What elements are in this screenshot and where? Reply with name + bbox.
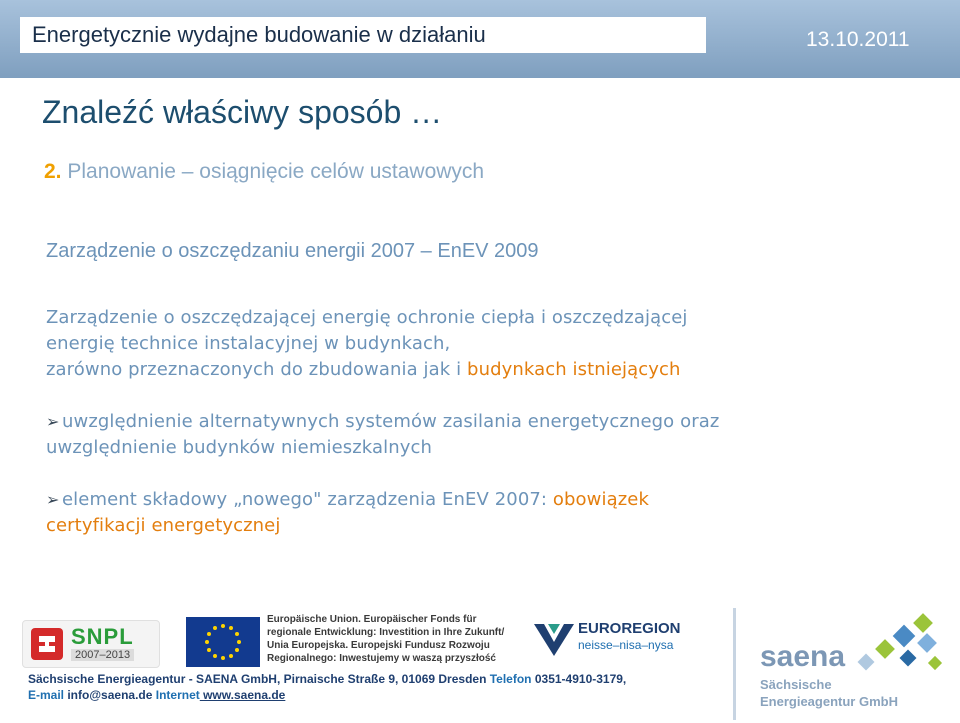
subheading-number: 2. [44, 160, 62, 183]
snpl-name: SNPL [71, 624, 134, 649]
contact-address: Sächsische Energieagentur - SAENA GmbH, Pirnaische Straße 9, 01069 Dresden Telefon 0351-4910-3179, [28, 672, 627, 686]
arrow-bullet-icon: ➢ [46, 490, 60, 509]
paragraph-line: energię technice instalacyjnej w budynkach, [46, 333, 451, 354]
presentation-date: 13.10.2011 [806, 28, 910, 51]
snpl-years: 2007–2013 [71, 649, 134, 661]
slide-subheading [44, 160, 484, 184]
euroregion-mark-icon [532, 620, 576, 660]
footer-divider [733, 608, 736, 720]
presentation-title: Energetycznie wydajne budowanie w działaniu [20, 17, 706, 53]
saena-logo-line1: Sächsische [760, 677, 832, 692]
bullet-alternative-systems [46, 409, 719, 461]
email-link[interactable]: info@saena.de [64, 688, 156, 702]
paragraph-line: Zarządzenie o oszczędzającej energię ochronie ciepła i oszczędzającej [46, 307, 688, 328]
website-link[interactable]: www.saena.de [199, 688, 286, 702]
bullet-line: ➢ element składowy „nowego" zarządzenia EnEV 2007: obowiązek [46, 487, 649, 513]
bullet-line: ➢ uwzględnienie alternatywnych systemów zasilania energetycznego oraz [46, 409, 719, 435]
arrow-bullet-icon: ➢ [46, 412, 60, 431]
contact-online: E-mail info@saena.de Internet www.saena.de [28, 688, 286, 702]
highlight-text: certyfikacji energetycznej [46, 515, 281, 536]
bullet-certification [46, 487, 649, 539]
snpl-logo [22, 620, 160, 668]
saena-logo-line2: Energieagentur GmbH [760, 694, 898, 709]
paragraph-line: zarówno przeznaczonych do zbudowania jak i budynkach istniejących [46, 359, 681, 380]
highlight-text: obowiązek [552, 489, 649, 510]
regulation-paragraph [46, 305, 687, 383]
eu-flag-icon [186, 617, 260, 667]
snpl-mark-icon [29, 626, 65, 662]
slide-heading: Znaleźć właściwy sposób … [42, 94, 443, 130]
euroregion-title: EUROREGION [578, 620, 681, 637]
bullet-line: uwzględnienie budynków niemieszkalnych [46, 437, 432, 458]
eu-funding-text: Europäische Union. Europäischer Fonds für regionale Entwicklung: Investition in Ihre Zukunft/ Unia Europejska. Europejski Fundusz Rozwoju Regionalnego: Inwestujemy w waszą przyszłość [267, 614, 505, 664]
enev-line: Zarządzenie o oszczędzaniu energii 2007 – EnEV 2009 [46, 240, 539, 262]
subheading-text: Planowanie – osiągnięcie celów ustawowych [67, 160, 485, 183]
highlight-text: budynkach istniejących [467, 359, 681, 380]
euroregion-subtitle: neisse–nisa–nysa [578, 638, 674, 652]
saena-logo-word: saena [760, 640, 846, 673]
